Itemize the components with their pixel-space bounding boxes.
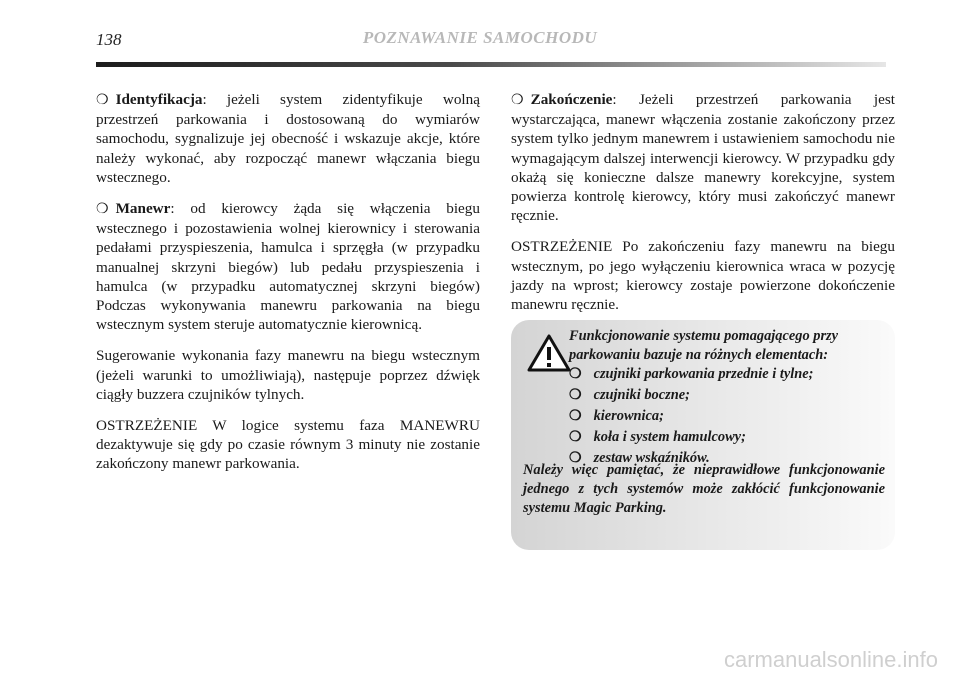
left-column bbox=[96, 90, 480, 486]
list-item: ❍ czujniki parkowania przednie i tylne; bbox=[569, 366, 814, 382]
paragraph-zakonczenie bbox=[511, 90, 895, 225]
bullet-icon: ❍ bbox=[569, 430, 582, 445]
watermark: carmanualsonline.info bbox=[723, 647, 938, 672]
paragraph-identyfikacja bbox=[96, 90, 480, 187]
bullet-icon: ❍ bbox=[96, 93, 109, 108]
paragraph-text: : od kierowcy żąda się włączenia biegu wstecznego i pozostawienia wolnej kierownicy i sterowania pedałami przyspieszenia, hamulca i sprzęgła (w przypadku manualnej skrzyni biegów) lub pedału przyspieszenia i hamulca (w przypadku automatycznej skrzyni biegów) Podczas wykonywania manewru parkowania na biegu wstecznym system steruje automatycznie kierownicą. bbox=[96, 200, 480, 334]
right-column bbox=[511, 90, 895, 326]
bullet-icon: ❍ bbox=[569, 388, 582, 403]
paragraph-ostrzezenie-2: OSTRZEŻENIE Po zakończeniu fazy manewru na biegu wstecznym, po jego wyłączeniu kierownica wraca w pozycję jazdy na wprost; kierowcy zostaje powierzone dokończenie manewru ręcznie. bbox=[511, 238, 895, 314]
paragraph-text: : Jeżeli przestrzeń parkowania jest wystarczająca, manewr włączenia zostanie zakończony przez system tylko jednym manewrem i ustawieniem samochodu nie wymagającym dalszej interwencji kierowcy. W przypadku gdy okażą się konieczne dalsze manewry korekcyjne, system powierza kontrolę kierowcy, który musi zakończyć manewr ręcznie. bbox=[511, 91, 895, 225]
bullet-icon: ❍ bbox=[511, 93, 524, 108]
list-item: ❍ kierownica; bbox=[569, 408, 664, 424]
warning-intro: Funkcjonowanie systemu pomagającego przy parkowaniu bazuje na różnych elementach: bbox=[569, 328, 839, 363]
paragraph-sugerowanie: Sugerowanie wykonania fazy manewru na biegu wstecznym (jeżeli warunki to umożliwiają), następuje poprzez dźwięk ciągły buzzera czujników tylnych. bbox=[96, 347, 480, 403]
paragraph-manewr bbox=[96, 199, 480, 334]
bullet-icon: ❍ bbox=[569, 367, 582, 382]
bullet-icon: ❍ bbox=[569, 451, 582, 466]
section-title: POZNAWANIE SAMOCHODU bbox=[362, 28, 598, 47]
paragraph-ostrzezenie-1: OSTRZEŻENIE W logice systemu faza MANEWRU dezaktywuje się gdy po czasie równym 3 minuty nie zostanie zakończony manewr parkowania. bbox=[96, 417, 480, 473]
bullet-icon: ❍ bbox=[96, 202, 109, 218]
warning-triangle-icon bbox=[527, 334, 571, 372]
term-zakonczenie: Zakończenie bbox=[530, 91, 613, 108]
warning-list bbox=[569, 365, 813, 470]
term-manewr: Manewr bbox=[115, 200, 171, 218]
term-identyfikacja: Identyfikacja bbox=[115, 91, 203, 108]
paragraph-text: : jeżeli system zidentyfikuje wolną przestrzeń parkowania i dostosowaną do wymiarów samochodu, sygnalizuje jej obecność i wskazuje akcje, które należy wykonać, aby rozpocząć manewr włączania biegu wstecznego. bbox=[96, 91, 480, 186]
header-rule bbox=[96, 62, 886, 67]
list-item: ❍ czujniki boczne; bbox=[569, 387, 690, 403]
bullet-icon: ❍ bbox=[569, 409, 582, 424]
warning-box bbox=[511, 320, 895, 550]
list-item: ❍ zestaw wskaźników. bbox=[569, 450, 710, 466]
warning-outro: Należy więc pamiętać, że nieprawidłowe funkcjonowanie jednego z tych systemów może zakłócić funkcjonowanie systemu Magic Parking. bbox=[523, 462, 885, 516]
page-number: 138 bbox=[96, 30, 122, 49]
list-item: ❍ koła i system hamulcowy; bbox=[569, 429, 746, 445]
